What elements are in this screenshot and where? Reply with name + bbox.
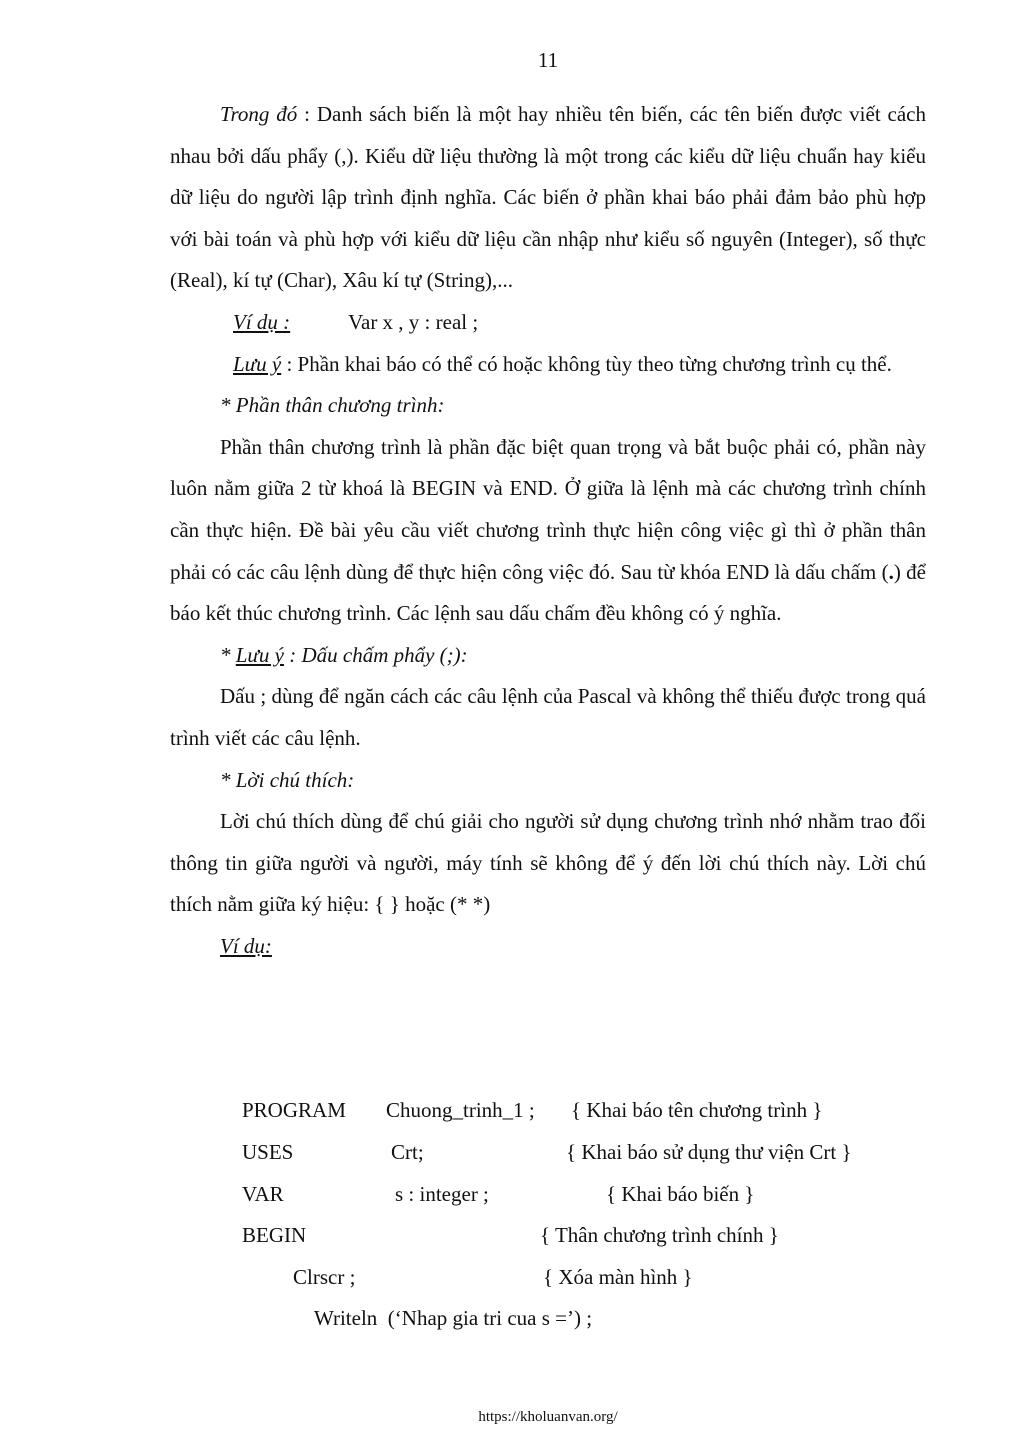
code-keyword: Clrscr ;: [293, 1265, 356, 1289]
heading-semicolon-note: * Lưu ý : Dấu chấm phẩy (;):: [220, 642, 468, 667]
paragraph-lead: Trong đó: [220, 102, 298, 126]
code-comment: { Khai báo tên chương trình }: [571, 1098, 823, 1122]
paragraph-comment: Lời chú thích dùng để chú giải cho người sử dụng chương trình nhớ nhằm trao đổi thông tin giữa người và người, máy tính sẽ không để ý đến lời chú thích này. Lời chú thích nằm giữa ký hiệu: { } hoặc (* *): [170, 809, 926, 917]
paragraph-program-body: Phần thân chương trình là phần đặc biệt quan trọng và bắt buộc phải có, phần này luôn nằm giữa 2 từ khoá là BEGIN và END. Ở giữa là lệnh mà các chương trình chính cần thực hiện. Đề bài yêu cầu viết chương trình thực hiện công việc gì thì ở phần thân phải có các câu lệnh dùng để thực hiện công việc đó. Sau từ khóa END là dấu chấm (.) để báo kết thúc chương trình. Các lệnh sau dấu chấm đều không có ý nghĩa.: [170, 434, 926, 626]
paragraph-semicolon: Dấu ; dùng để ngăn cách các câu lệnh của Pascal và không thể thiếu được trong quá trình viết các câu lệnh.: [170, 684, 926, 750]
example-label: Ví dụ :: [233, 309, 291, 334]
paragraph-text: : Danh sách biến là một hay nhiều tên biến, các tên biến được viết cách nhau bởi dấu phẩy (,). Kiểu dữ liệu thường là một trong các kiểu dữ liệu chuẩn hay kiểu dữ liệu do người lập trình định nghĩa. Các biến ở phần khai báo phải đảm bảo phù hợp với bài toán và phù hợp với kiểu dữ liệu cần nhập như kiểu số nguyên (Integer), số thực (Real), kí tự (Char), Xâu kí tự (String),...: [170, 102, 926, 293]
code-keyword: VAR: [242, 1182, 284, 1206]
paragraph-variable-list: [170, 94, 926, 302]
note-declaration-optional: [170, 344, 926, 386]
heading-comment: * Lời chú thích:: [220, 767, 355, 792]
page-number: 11: [537, 48, 559, 72]
code-comment: { Khai báo sử dụng thư viện Crt }: [566, 1140, 852, 1164]
bold-dot: .: [888, 559, 894, 584]
note-label: Lưu ý: [235, 642, 284, 667]
code-keyword: USES: [242, 1140, 294, 1164]
code-comment: { Khai báo biến }: [606, 1182, 755, 1206]
document-body: [170, 94, 926, 967]
example-label: Ví dụ:: [220, 933, 272, 958]
code-keyword: BEGIN: [242, 1223, 307, 1247]
code-keyword: Writeln (‘Nhap gia tri cua s =’) ;: [314, 1306, 593, 1330]
code-argument: Crt;: [391, 1140, 424, 1164]
example-var-declaration: [170, 302, 926, 344]
code-comment: { Xóa màn hình }: [543, 1265, 693, 1289]
code-keyword: PROGRAM: [242, 1098, 346, 1122]
heading-program-body: * Phần thân chương trình:: [220, 393, 445, 418]
example-code: Var x , y : real ;: [348, 309, 479, 334]
code-comment: { Thân chương trình chính }: [540, 1223, 779, 1247]
note-label: Lưu ý: [233, 351, 282, 376]
note-text: : Phần khai báo có thể có hoặc không tùy theo từng chương trình cụ thể.: [281, 351, 892, 376]
code-argument: Chuong_trinh_1 ;: [386, 1098, 535, 1122]
code-argument: s : integer ;: [395, 1182, 489, 1206]
footer-url[interactable]: https://kholuanvan.org/: [478, 1409, 618, 1425]
